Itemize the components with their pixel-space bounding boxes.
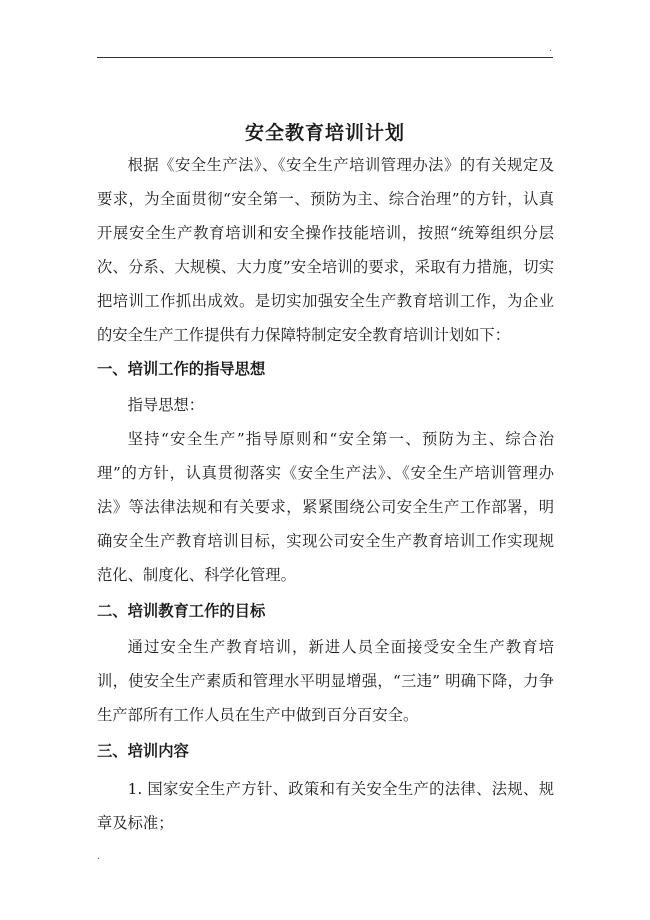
section-1-body: 坚持“安全生产”指导原则和“安全第一、预防为主、综合治理”的方针，认真贯彻落实《安全生产法》、《安全生产培训管理办法》等法律法规和有关要求，紧紧围绕公司安全生产工作部署，明确安全生产教育培训目标，实现公司安全生产教育培训工作实现规范化、制度化、科学化管理。 (97, 430, 554, 584)
document-title: 安全教育培训计划 (244, 122, 405, 144)
footer-mark: . (97, 852, 100, 862)
header-mark: . (549, 44, 552, 54)
section-2-heading: 二、培训教育工作的目标 (97, 602, 266, 620)
section-1-label: 指导思想： (127, 396, 205, 414)
header-rule (97, 57, 553, 58)
intro-paragraph: 根据《安全生产法》、《安全生产培训管理办法》的有关规定及要求，为全面贯彻“安全第一、预防为主、综合治理”的方针，认真开展安全生产教育培训和安全操作技能培训，按照“统筹组织分层次、分系、大规模、大力度”安全培训的要求，采取有力措施，切实把培训工作抓出成效。是切实加强安全生产教育培训工作，为企业的安全生产工作提供有力保障特制定安全教育培训计划如下： (97, 156, 554, 344)
section-3-item-1: 1. 国家安全生产方针、政策和有关安全生产的法律、法规、规章及标准； (97, 780, 554, 832)
section-3-heading: 三、培训内容 (97, 742, 189, 760)
document-body (97, 148, 554, 840)
section-2-body: 通过安全生产教育培训，新进人员全面接受安全生产教育培训，使安全生产素质和管理水平明显增强，“三违” 明确下降，力争生产部所有工作人员在生产中做到百分百安全。 (97, 638, 554, 724)
section-1-heading: 一、培训工作的指导思想 (97, 360, 266, 378)
